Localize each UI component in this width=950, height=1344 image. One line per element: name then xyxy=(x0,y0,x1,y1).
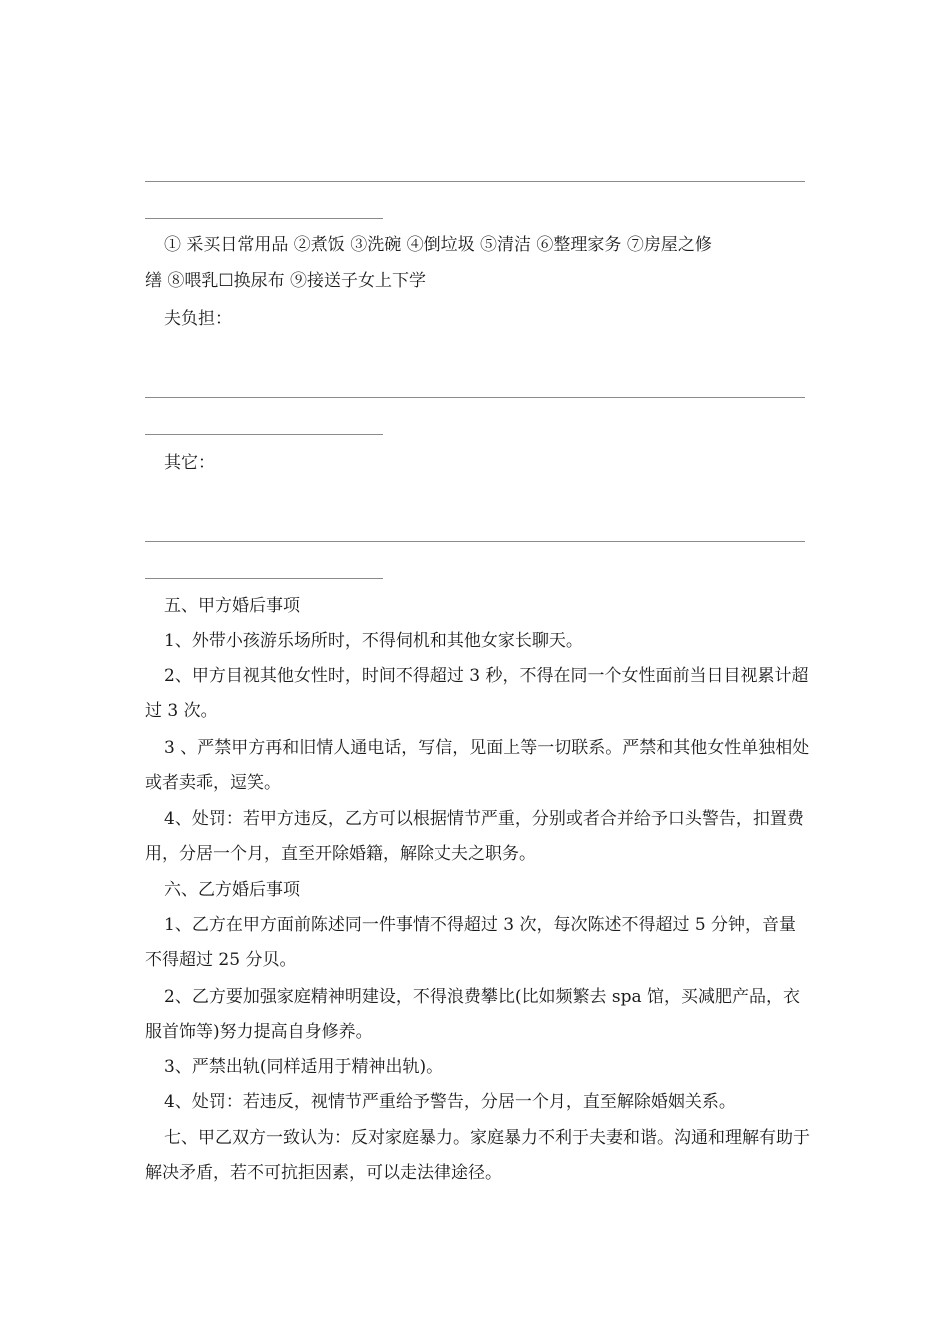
fill-in-line xyxy=(145,218,383,219)
section-6-item-3: 3、严禁出轨(同样适用于精神出轨)。 xyxy=(164,1057,444,1077)
fill-in-line xyxy=(145,541,805,542)
fill-in-line xyxy=(145,397,805,398)
chores-list-line-2: 缮 ⑧喂乳☐换尿布 ⑨接送子女上下学 xyxy=(145,271,427,291)
section-5-item-3: 3 、严禁甲方再和旧情人通电话，写信，见面上等一切联系。严禁和其他女性单独相处或者卖乖，逗笑。 xyxy=(145,738,810,793)
section-5-item-1: 1、外带小孩游乐场所时，不得伺机和其他女家长聊天。 xyxy=(164,631,583,651)
fill-in-line xyxy=(145,578,383,579)
fill-in-line xyxy=(145,434,383,435)
other-label: 其它： xyxy=(164,453,215,473)
section-6-item-2: 2、乙方要加强家庭精神明建设，不得浪费攀比(比如频繁去 spa 馆，买减肥产品，衣服首饰等)努力提高自身修养。 xyxy=(145,987,800,1042)
husband-duties-label: 夫负担： xyxy=(164,309,232,329)
chores-list-line-1: ① 采买日常用品 ②煮饭 ③洗碗 ④倒垃圾 ⑤清洁 ⑥整理家务 ⑦房屋之修 xyxy=(164,235,712,255)
section-7-text: 七、甲乙双方一致认为：反对家庭暴力。家庭暴力不利于夫妻和谐。沟通和理解有助于解决矛盾，若不可抗拒因素，可以走法律途径。 xyxy=(145,1128,810,1183)
section-6-item-4: 4、处罚：若违反，视情节严重给予警告，分居一个月，直至解除婚姻关系。 xyxy=(164,1092,736,1112)
section-5-item-2: 2、甲方目视其他女性时，时间不得超过 3 秒，不得在同一个女性面前当日目视累计超过 3 次。 xyxy=(145,666,809,721)
section-6-item-1: 1、乙方在甲方面前陈述同一件事情不得超过 3 次，每次陈述不得超过 5 分钟，音量不得超过 25 分贝。 xyxy=(145,915,797,970)
section-6-heading: 六、乙方婚后事项 xyxy=(164,880,300,900)
section-5-item-4: 4、处罚：若甲方违反，乙方可以根据情节严重，分别或者合并给予口头警告，扣置费用，分居一个月，直至开除婚籍，解除丈夫之职务。 xyxy=(145,809,804,864)
fill-in-line xyxy=(145,181,805,182)
section-5-heading: 五、甲方婚后事项 xyxy=(164,596,300,616)
